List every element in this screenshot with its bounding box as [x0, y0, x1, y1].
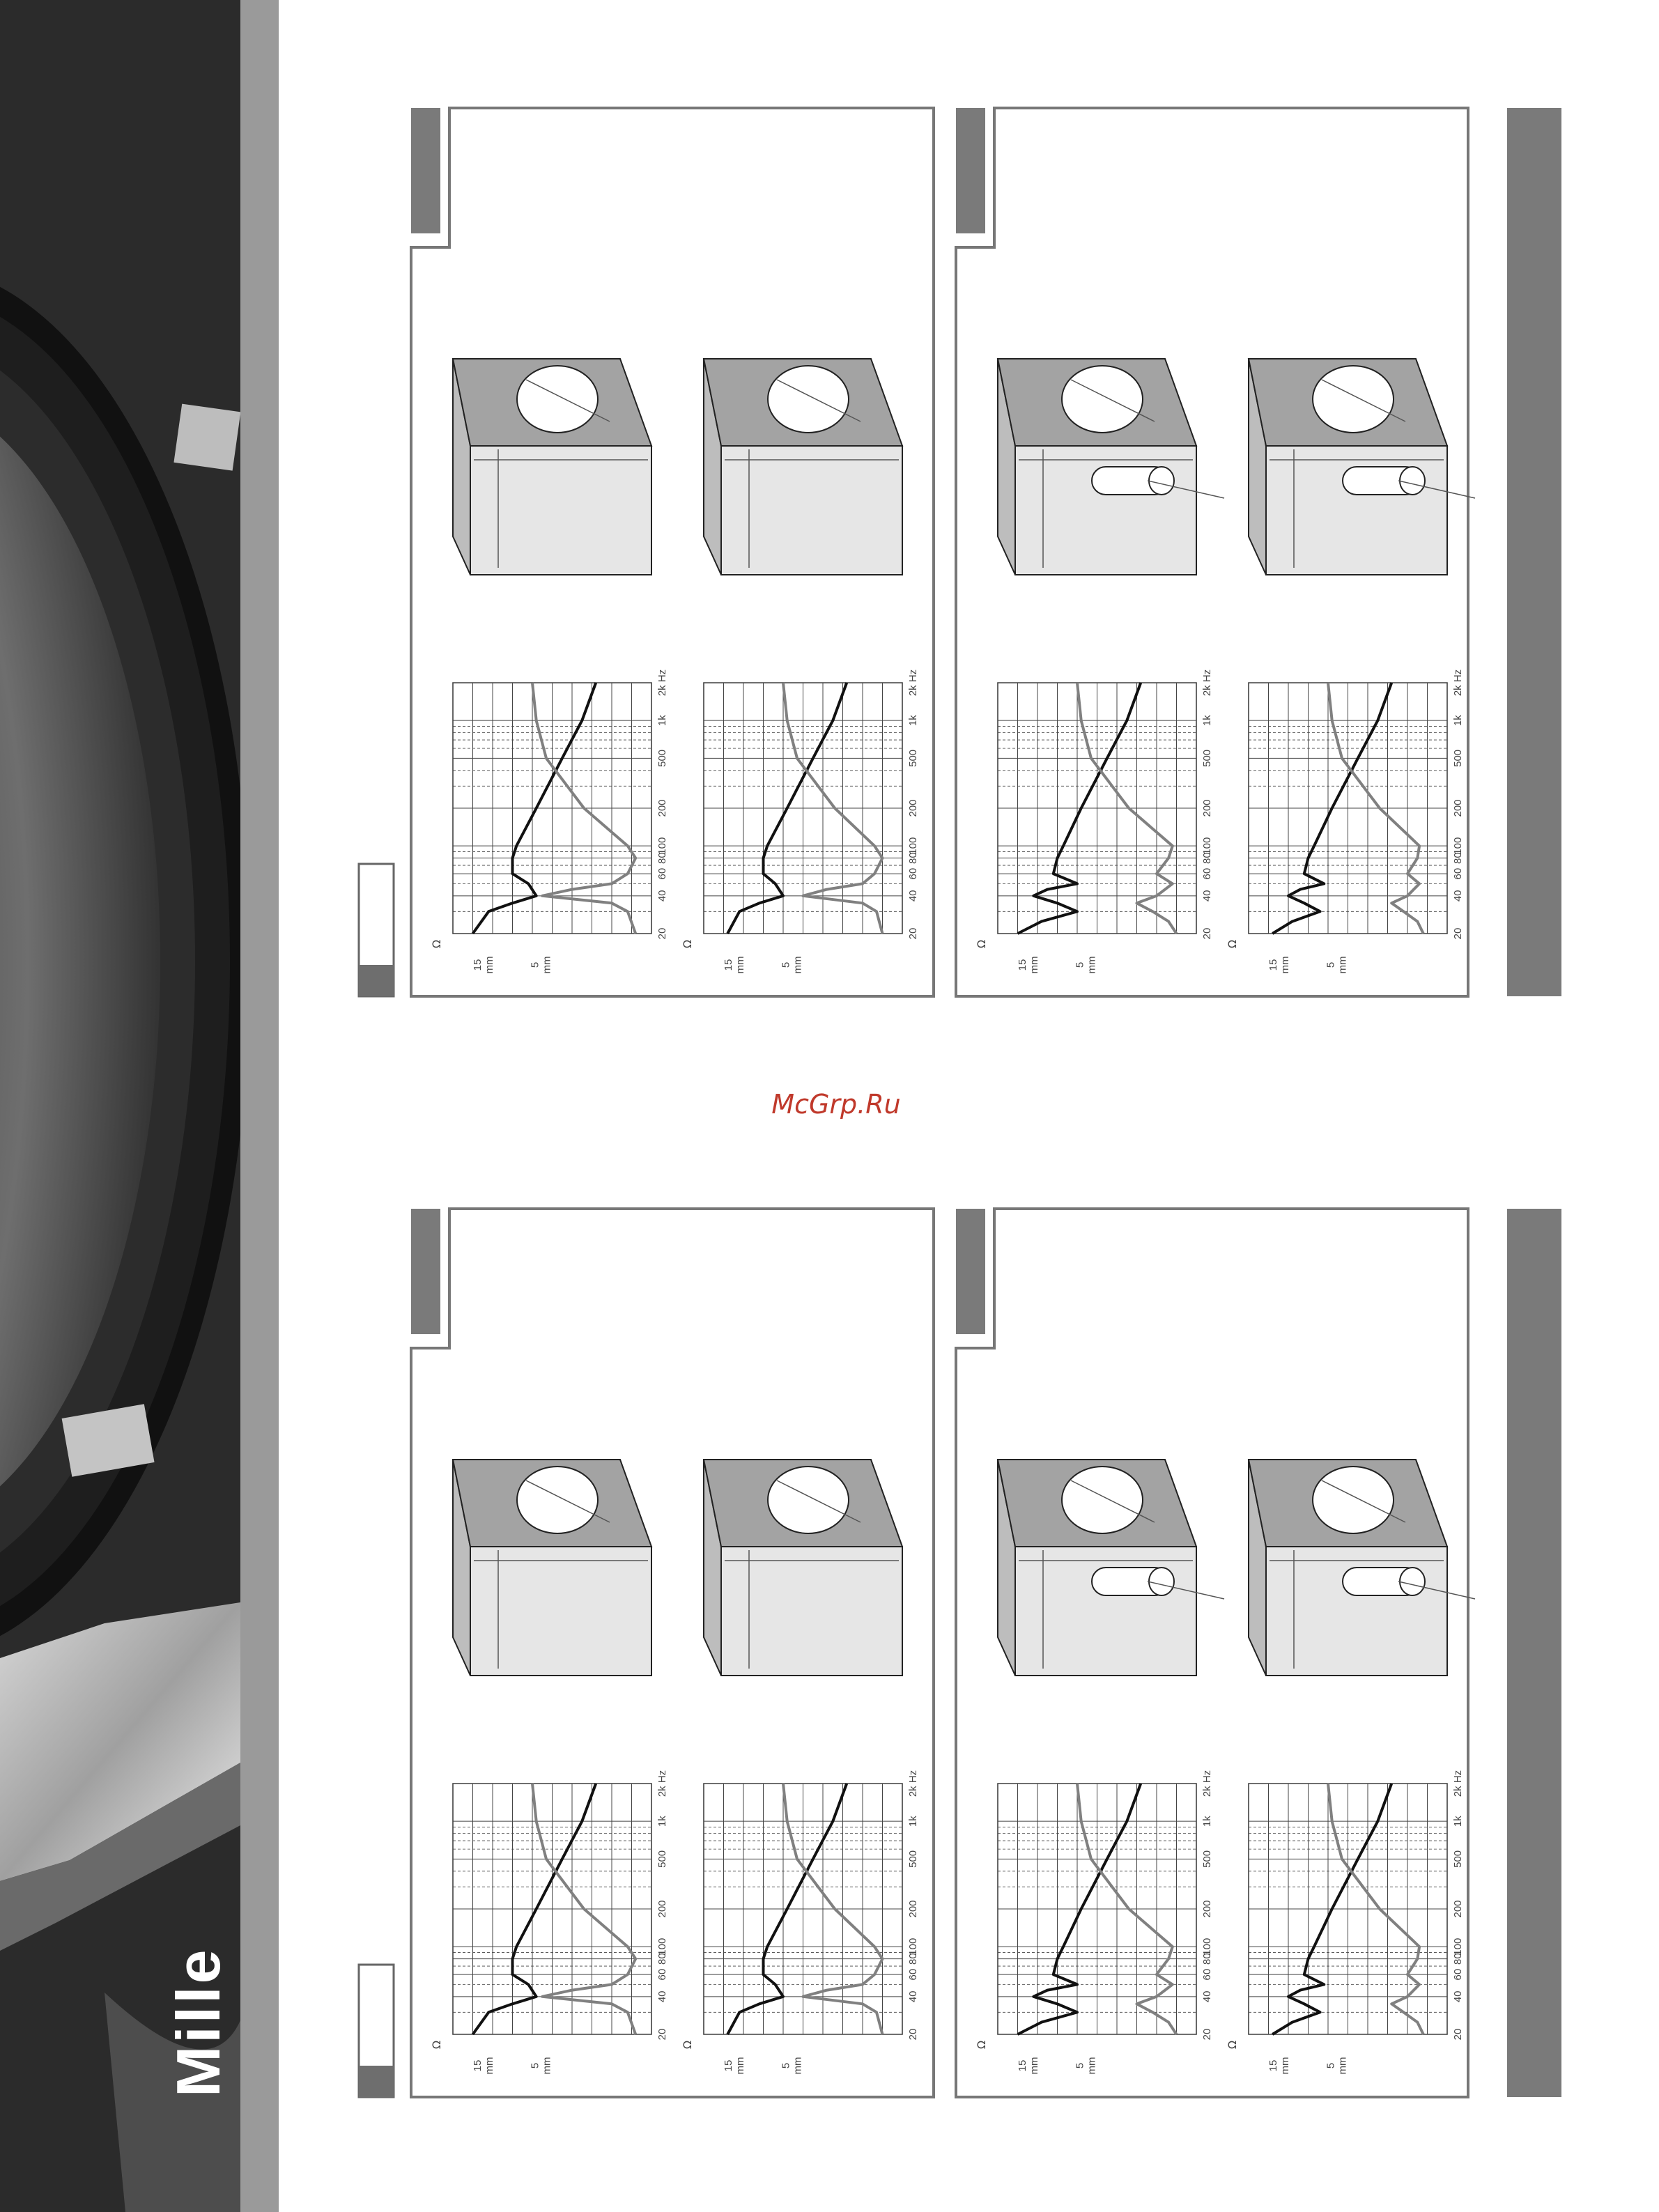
x-tick-label: 40	[1201, 890, 1213, 902]
y-axis-label: mm	[734, 2057, 746, 2075]
panel-side-strip-2	[359, 1965, 394, 2097]
y-axis-label: 15	[471, 2059, 484, 2072]
x-tick-label: 40	[1201, 1990, 1213, 2003]
spec-panel-1	[411, 108, 934, 996]
x-tick-label: 1k	[1452, 715, 1464, 727]
right-edge-bar-2	[1507, 1209, 1561, 2097]
x-tick-label: 40	[656, 1990, 668, 2003]
y-axis-label: 5	[780, 961, 792, 968]
x-tick-label: 80	[656, 852, 668, 864]
x-tick-label: 500	[1201, 1850, 1213, 1868]
x-tick-label: 60	[1201, 1968, 1213, 1981]
x-tick-label: 200	[1201, 1900, 1213, 1918]
driver-cutout	[517, 1467, 598, 1533]
panel-side-strip-1	[359, 864, 394, 996]
spec-panel-3	[411, 1209, 934, 2097]
x-tick-label: 2k Hz	[656, 669, 668, 697]
x-tick-label: 40	[907, 1990, 919, 2003]
x-tick-label: 2k Hz	[1201, 1770, 1213, 1797]
port-opening	[1149, 1568, 1174, 1595]
panel-tab	[956, 1209, 985, 1334]
sealed-enclosure-diagram-1	[453, 359, 651, 575]
y-axis-label: 15	[471, 959, 484, 971]
box-front-face	[721, 1547, 902, 1676]
x-tick-label: 500	[1452, 1850, 1464, 1868]
y-axis-label: mm	[484, 956, 495, 974]
strip-fill	[359, 2066, 394, 2097]
x-tick-label: 20	[1201, 2028, 1213, 2041]
x-tick-label: 20	[1452, 2028, 1464, 2041]
ohm-label: Ω	[1226, 2040, 1239, 2050]
x-tick-label: 20	[907, 927, 919, 940]
x-tick-label: 500	[1201, 749, 1213, 767]
chart-7	[975, 1770, 1213, 2075]
y-axis-label: mm	[1279, 956, 1291, 974]
sealed-enclosure-diagram-5	[453, 1460, 651, 1676]
x-tick-label: 100	[1201, 837, 1213, 855]
x-tick-label: 60	[656, 1968, 668, 1981]
x-tick-label: 100	[656, 1938, 668, 1956]
chart-3	[975, 670, 1213, 974]
x-tick-label: 2k Hz	[1452, 669, 1464, 697]
ohm-label: Ω	[681, 939, 694, 949]
port-opening	[1400, 1568, 1425, 1595]
x-tick-label: 200	[656, 1900, 668, 1918]
ohm-label: Ω	[975, 2040, 988, 2050]
x-tick-label: 80	[1452, 1953, 1464, 1965]
x-tick-label: 1k	[656, 1816, 668, 1827]
driver-cutout	[768, 366, 849, 433]
x-tick-label: 60	[907, 867, 919, 880]
chart-6	[681, 1770, 919, 2075]
x-tick-label: 20	[656, 2028, 668, 2041]
box-front-face	[1266, 1547, 1447, 1676]
y-axis-label: mm	[1028, 2057, 1040, 2075]
x-tick-label: 20	[907, 2028, 919, 2041]
x-tick-label: 80	[656, 1953, 668, 1965]
y-axis-label: mm	[734, 956, 746, 974]
ohm-label: Ω	[1226, 939, 1239, 949]
box-front-face	[1015, 1547, 1196, 1676]
x-tick-label: 1k	[1201, 1816, 1213, 1827]
ohm-label: Ω	[975, 939, 988, 949]
x-tick-label: 100	[1201, 1938, 1213, 1956]
y-axis-label: 5	[529, 961, 541, 968]
x-tick-label: 1k	[907, 715, 919, 727]
y-axis-label: mm	[1336, 2057, 1349, 2075]
driver-cutout	[1313, 1467, 1394, 1533]
x-tick-label: 40	[656, 890, 668, 902]
panel-tab	[411, 108, 440, 233]
x-tick-label: 60	[1201, 867, 1213, 880]
chart-5	[430, 1770, 668, 2075]
x-tick-label: 1k	[656, 715, 668, 727]
spec-panel-2	[956, 108, 1475, 996]
driver-cutout	[1062, 1467, 1143, 1533]
x-tick-label: 2k Hz	[1452, 1770, 1464, 1797]
y-axis-label: mm	[484, 2057, 495, 2075]
x-tick-label: 80	[907, 852, 919, 864]
x-tick-label: 200	[1452, 799, 1464, 817]
sidebar-speaker-photo	[0, 0, 279, 2212]
x-tick-label: 2k Hz	[907, 669, 919, 697]
x-tick-label: 80	[1201, 1953, 1213, 1965]
ohm-label: Ω	[430, 939, 443, 949]
x-tick-label: 40	[907, 890, 919, 902]
x-tick-label: 60	[1452, 1968, 1464, 1981]
x-tick-label: 1k	[1452, 1816, 1464, 1827]
spec-panel-4	[956, 1209, 1475, 2097]
right-edge-bar-1	[1507, 108, 1561, 996]
y-axis-label: mm	[541, 2057, 553, 2075]
driver-cutout	[517, 366, 598, 433]
x-tick-label: 100	[907, 1938, 919, 1956]
y-axis-label: mm	[1279, 2057, 1291, 2075]
panel-tab	[411, 1209, 440, 1334]
y-axis-label: 5	[1074, 2062, 1086, 2069]
watermark-text: McGrp.Ru	[771, 1089, 901, 1120]
y-axis-label: mm	[792, 956, 804, 974]
driver-cutout	[768, 1467, 849, 1533]
y-axis-label: 15	[1016, 2059, 1028, 2072]
y-axis-label: 5	[780, 2062, 792, 2069]
x-tick-label: 60	[907, 1968, 919, 1981]
y-axis-label: 15	[722, 2059, 734, 2072]
x-tick-label: 1k	[1201, 715, 1213, 727]
chart-8	[1226, 1770, 1464, 2075]
x-tick-label: 80	[1201, 852, 1213, 864]
y-axis-label: 5	[1325, 2062, 1337, 2069]
brand-logo	[164, 1947, 233, 2097]
x-tick-label: 500	[656, 1850, 668, 1868]
x-tick-label: 200	[1452, 1900, 1464, 1918]
x-tick-label: 200	[1201, 799, 1213, 817]
x-tick-label: 20	[656, 927, 668, 940]
strip-fill	[359, 965, 394, 996]
ohm-label: Ω	[681, 2040, 694, 2050]
port-opening	[1400, 467, 1425, 495]
box-front-face	[721, 446, 902, 575]
ohm-label: Ω	[430, 2040, 443, 2050]
x-tick-label: 100	[1452, 837, 1464, 855]
x-tick-label: 20	[1201, 927, 1213, 940]
y-axis-label: 15	[722, 959, 734, 971]
x-tick-label: 60	[656, 867, 668, 880]
x-tick-label: 100	[1452, 1938, 1464, 1956]
x-tick-label: 40	[1452, 1990, 1464, 2003]
x-tick-label: 200	[907, 1900, 919, 1918]
x-tick-label: 60	[1452, 867, 1464, 880]
x-tick-label: 500	[907, 1850, 919, 1868]
x-tick-label: 80	[907, 1953, 919, 1965]
y-axis-label: 15	[1267, 959, 1279, 971]
y-axis-label: mm	[1336, 956, 1349, 974]
sealed-enclosure-diagram-6	[704, 1460, 902, 1676]
box-front-face	[1266, 446, 1447, 575]
x-tick-label: 100	[907, 837, 919, 855]
y-axis-label: 5	[1325, 961, 1337, 968]
y-axis-label: mm	[1086, 956, 1098, 974]
x-tick-label: 200	[656, 799, 668, 817]
y-axis-label: 5	[1074, 961, 1086, 968]
x-tick-label: 500	[1452, 749, 1464, 767]
x-tick-label: 200	[907, 799, 919, 817]
y-axis-label: mm	[792, 2057, 804, 2075]
box-front-face	[1015, 446, 1196, 575]
port-opening	[1149, 467, 1174, 495]
x-tick-label: 2k Hz	[656, 1770, 668, 1797]
y-axis-label: mm	[541, 956, 553, 974]
chart-4	[1226, 670, 1464, 974]
box-front-face	[470, 1547, 651, 1676]
driver-cutout	[1062, 366, 1143, 433]
y-axis-label: 15	[1016, 959, 1028, 971]
box-front-face	[470, 446, 651, 575]
sealed-enclosure-diagram-2	[704, 359, 902, 575]
driver-cutout	[1313, 366, 1394, 433]
x-tick-label: 2k Hz	[1201, 669, 1213, 697]
y-axis-label: 5	[529, 2062, 541, 2069]
x-tick-label: 40	[1452, 890, 1464, 902]
panel-tab	[956, 108, 985, 233]
y-axis-label: 15	[1267, 2059, 1279, 2072]
x-tick-label: 500	[656, 749, 668, 767]
brand-logo-text: Mille	[164, 1947, 233, 2097]
y-axis-label: mm	[1086, 2057, 1098, 2075]
y-axis-label: mm	[1028, 956, 1040, 974]
x-tick-label: 80	[1452, 852, 1464, 864]
x-tick-label: 500	[907, 749, 919, 767]
x-tick-label: 20	[1452, 927, 1464, 940]
x-tick-label: 100	[656, 837, 668, 855]
chart-2	[681, 670, 919, 974]
chart-1	[430, 670, 668, 974]
x-tick-label: 1k	[907, 1816, 919, 1827]
x-tick-label: 2k Hz	[907, 1770, 919, 1797]
